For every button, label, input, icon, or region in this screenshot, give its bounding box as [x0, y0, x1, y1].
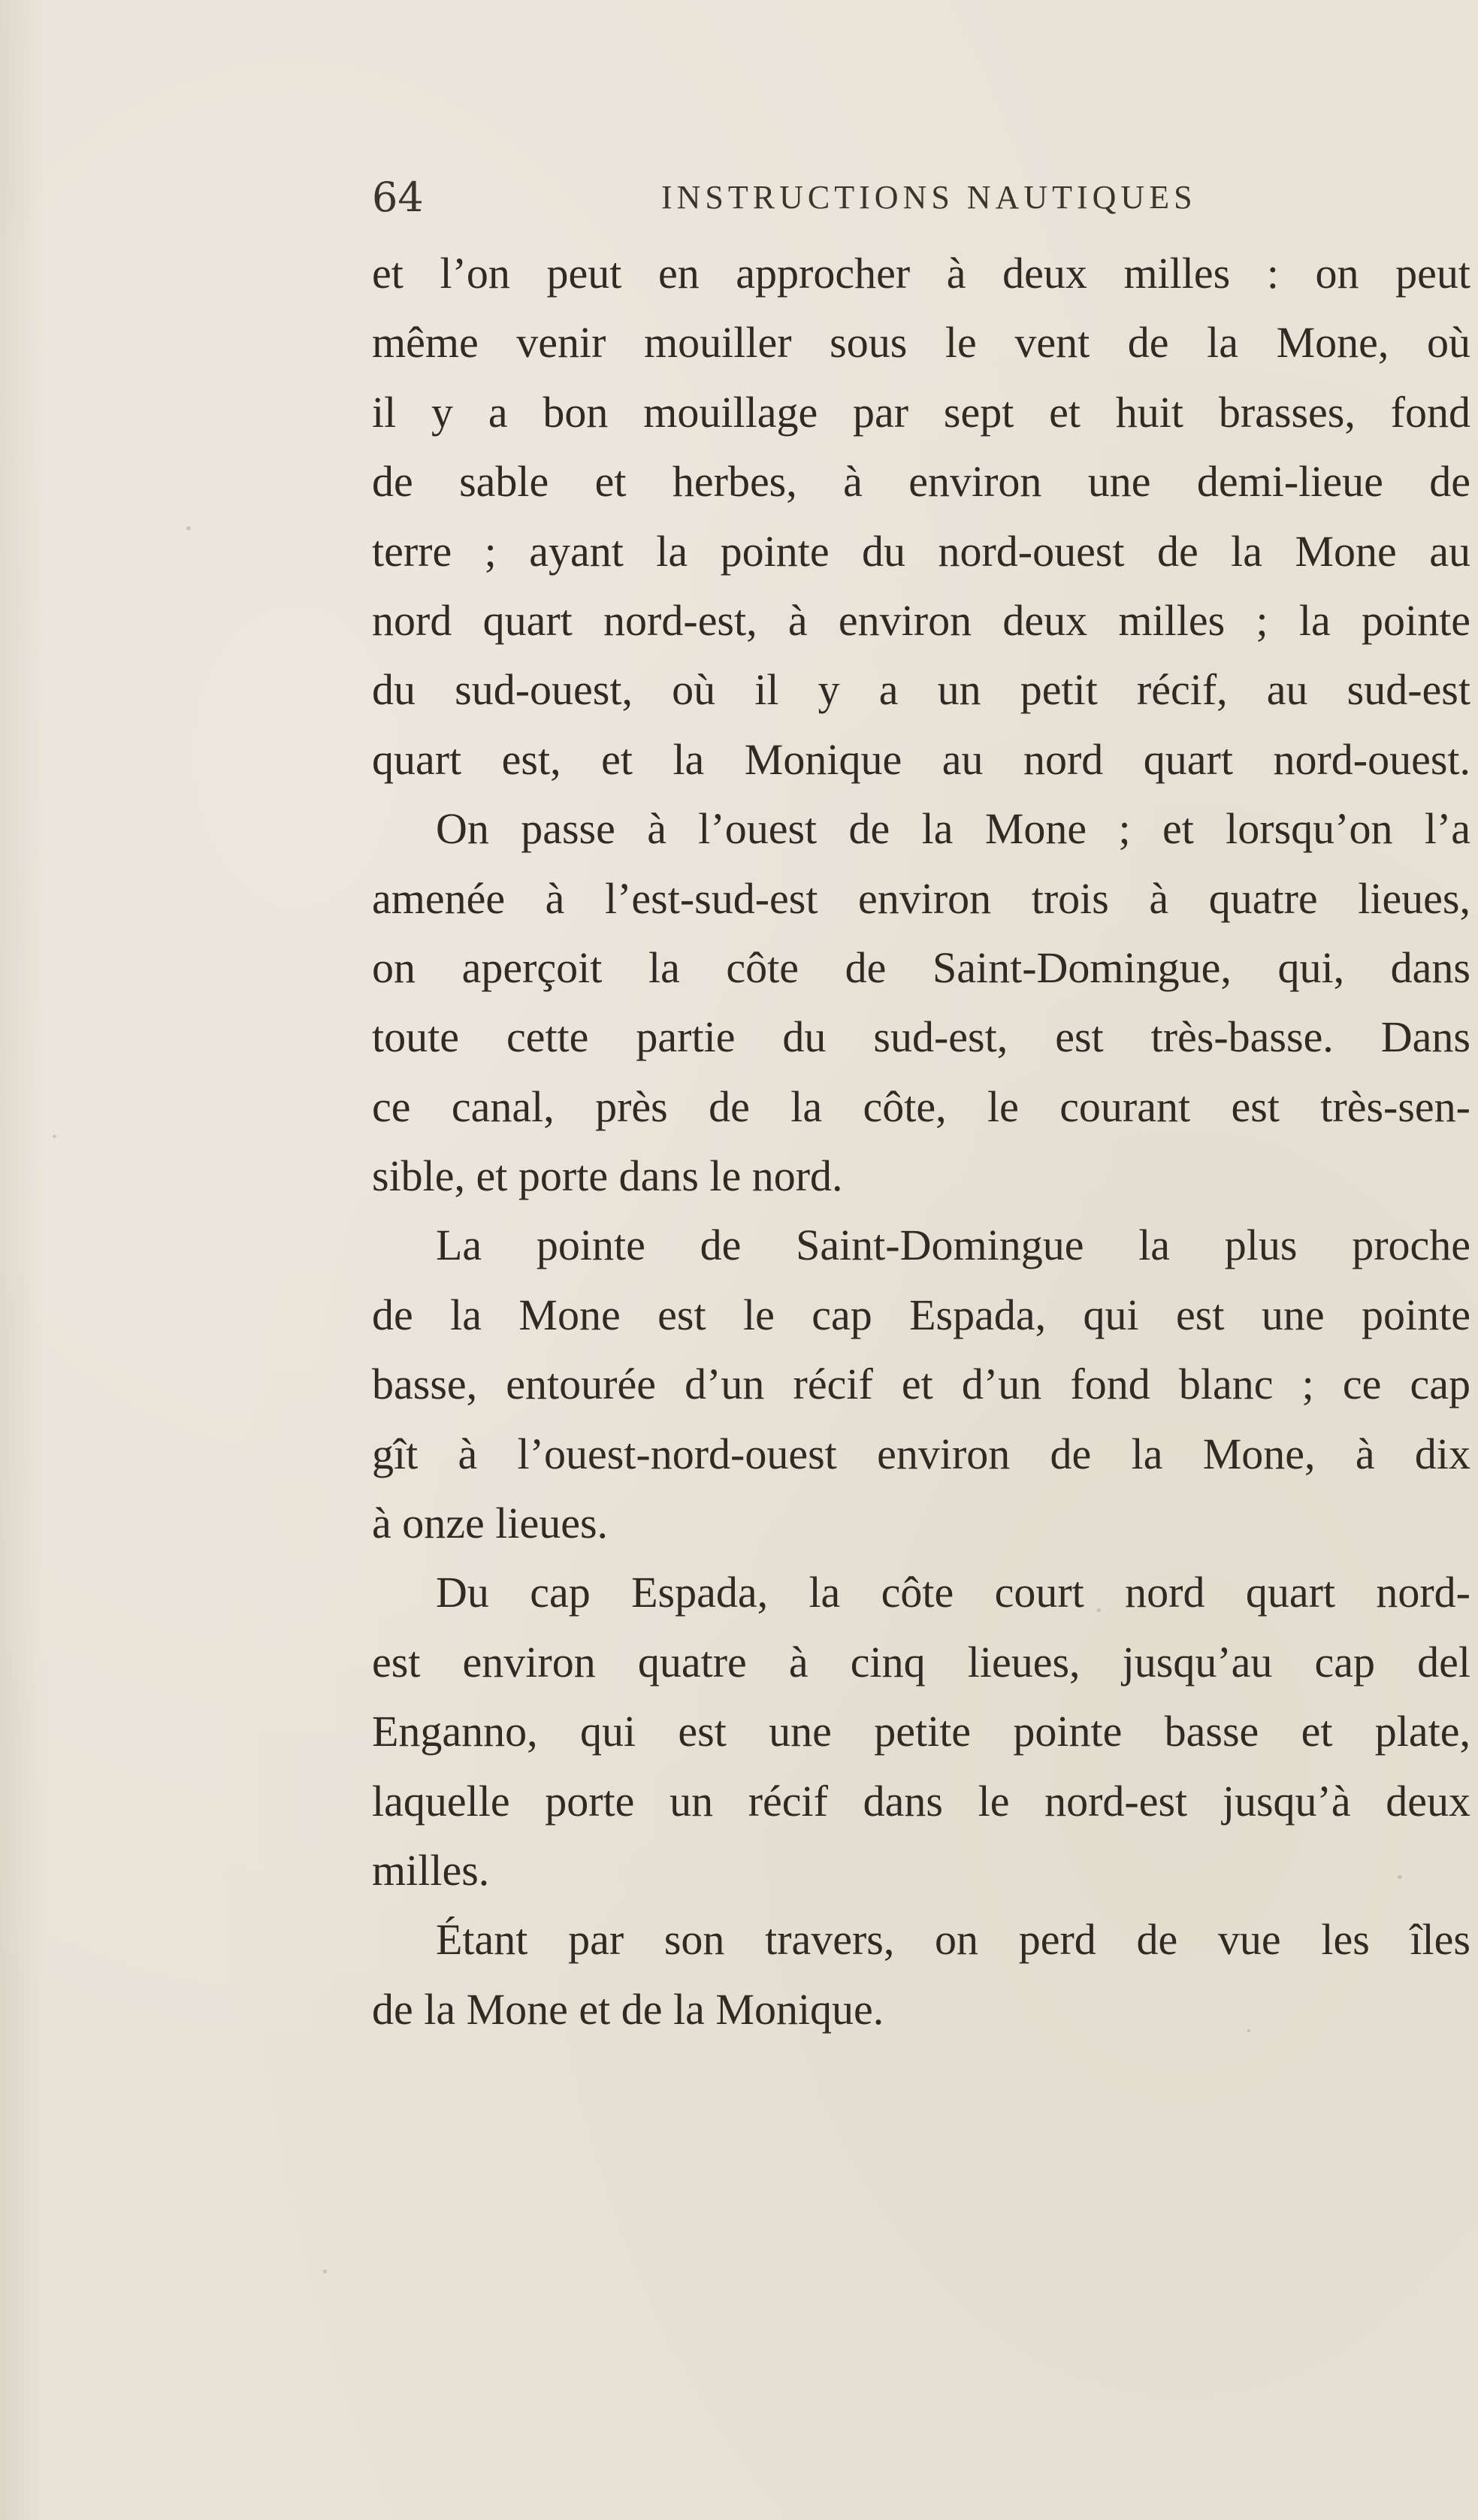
paper-speck [186, 526, 191, 531]
paragraph-end-line: milles. [372, 1845, 490, 1895]
text-line: gît à l’ouest-nord-ouest environ de la Mone, à dix [372, 1429, 1470, 1478]
paragraph-end-line: à onze lieues. [372, 1499, 609, 1548]
running-head [372, 171, 1476, 224]
text-line: du sud-ouest, où il y a un petit récif, au sud-est [372, 665, 1470, 715]
text-line: basse, entourée d’un récif et d’un fond blanc ; ce cap [372, 1360, 1470, 1409]
text-line: amenée à l’est-sud-est environ trois à quatre lieues, [372, 873, 1470, 923]
paragraph-end-line: sible, et porte dans le nord. [372, 1151, 843, 1201]
text-line: toute cette partie du sud-est, est très-basse. Dans [372, 1012, 1470, 1062]
body-text [372, 239, 1470, 2044]
paper-speck [323, 2270, 327, 2273]
text-line: ce canal, près de la côte, le courant est très-sen- [372, 1082, 1470, 1131]
text-line: de sable et herbes, à environ une demi-lieue de [372, 457, 1470, 507]
paper-speck [1247, 2029, 1250, 2032]
text-line: il y a bon mouillage par sept et huit brasses, fond [372, 387, 1470, 437]
paper-speck [1398, 1875, 1402, 1879]
paragraph-start-line: Étant par son travers, on perd de vue les îles [436, 1915, 1470, 1965]
running-title: INSTRUCTIONS NAUTIQUES [661, 179, 1197, 216]
paragraph-start-line: Du cap Espada, la côte court nord quart nord- [436, 1568, 1470, 1617]
text-line: on aperçoit la côte de Saint-Domingue, qui, dans [372, 942, 1470, 992]
text-line: est environ quatre à cinq lieues, jusqu’au cap del [372, 1637, 1470, 1687]
paragraph-start-line: La pointe de Saint-Domingue la plus proche [436, 1221, 1470, 1270]
paper-speck [1097, 1608, 1101, 1612]
paragraph-end-line: de la Mone et de la Monique. [372, 1984, 884, 2034]
text-line: Enganno, qui est une petite pointe basse et plate, [372, 1707, 1470, 1756]
text-line: même venir mouiller sous le vent de la Mone, où [372, 318, 1470, 368]
paper-speck [53, 1135, 56, 1138]
text-line: terre ; ayant la pointe du nord-ouest de la Mone au [372, 526, 1470, 576]
text-line: et l’on peut en approcher à deux milles : on peut [372, 249, 1470, 298]
paragraph-start-line: On passe à l’ouest de la Mone ; et lorsqu’on l’a [436, 804, 1470, 854]
page-number: 64 [372, 174, 424, 221]
text-line: laquelle porte un récif dans le nord-est jusqu’à deux [372, 1776, 1470, 1826]
text-line: quart est, et la Monique au nord quart nord-ouest. [372, 734, 1470, 784]
text-line: nord quart nord-est, à environ deux milles ; la pointe [372, 595, 1470, 645]
text-line: de la Mone est le cap Espada, qui est une pointe [372, 1290, 1470, 1339]
